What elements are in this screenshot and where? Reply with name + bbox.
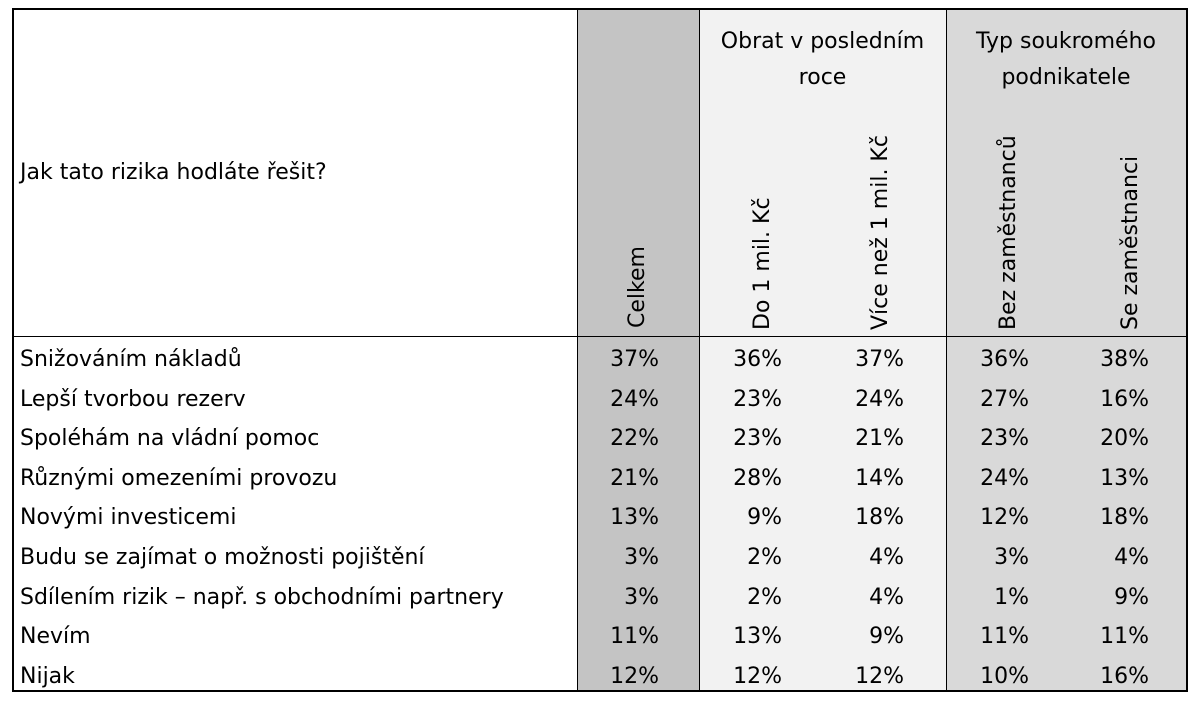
table-cell: 10% <box>980 663 1029 689</box>
table-cell: 37% <box>610 347 659 372</box>
table-cell: 23% <box>980 426 1029 452</box>
table-cell: 20% <box>1100 426 1149 452</box>
table-cell: 24% <box>980 465 1029 491</box>
results-table <box>12 8 1188 692</box>
row-label: Novými investicemi <box>20 505 237 531</box>
table-cell: 23% <box>733 426 782 452</box>
table-cell: 1% <box>994 584 1029 610</box>
column-header-no-employees: Bez zaměstnanců <box>996 135 1021 330</box>
table-cell: 16% <box>1100 386 1149 412</box>
table-cell: 12% <box>855 663 904 689</box>
divider <box>577 10 578 690</box>
table-cell: 4% <box>869 584 904 610</box>
table-cell: 11% <box>1100 624 1149 650</box>
group-header-type: Typ soukromého podnikatele <box>976 29 1156 90</box>
divider <box>699 10 700 690</box>
table-cell: 37% <box>855 347 904 372</box>
row-label: Spoléhám na vládní pomoc <box>20 426 320 452</box>
table-cell: 16% <box>1100 663 1149 689</box>
row-label: Lepší tvorbou rezerv <box>20 386 246 412</box>
table-cell: 38% <box>1100 347 1149 372</box>
table-cell: 3% <box>624 584 659 610</box>
header-divider <box>14 336 1186 337</box>
row-label: Nevím <box>20 624 91 650</box>
column-header-with-employees: Se zaměstnanci <box>1118 155 1143 330</box>
table-cell: 3% <box>994 545 1029 570</box>
table-cell: 27% <box>980 386 1029 412</box>
table-cell: 14% <box>855 465 904 491</box>
table-cell: 3% <box>624 545 659 570</box>
table-cell: 9% <box>1114 584 1149 610</box>
group-header-turnover: Obrat v posledním roce <box>720 29 925 90</box>
table-cell: 11% <box>610 624 659 650</box>
table-cell: 9% <box>747 505 782 531</box>
row-label: Budu se zajímat o možnosti pojištění <box>20 545 425 570</box>
table-cell: 28% <box>733 465 782 491</box>
row-label: Sdílením rizik – např. s obchodními partnery <box>20 584 504 610</box>
table-cell: 24% <box>855 386 904 412</box>
table-cell: 23% <box>733 386 782 412</box>
table-cell: 18% <box>1100 505 1149 531</box>
row-label: Různými omezeními provozu <box>20 465 338 491</box>
column-header-total: Celkem <box>625 246 650 328</box>
table-cell: 36% <box>733 347 782 372</box>
column-header-turnover-low: Do 1 mil. Kč <box>750 197 775 330</box>
table-cell: 4% <box>1114 545 1149 570</box>
row-label: Nijak <box>20 663 75 689</box>
question-header: Jak tato rizika hodláte řešit? <box>20 160 327 185</box>
table-cell: 13% <box>733 624 782 650</box>
table-cell: 24% <box>610 386 659 412</box>
table-cell: 2% <box>747 584 782 610</box>
table-cell: 4% <box>869 545 904 570</box>
table-cell: 12% <box>610 663 659 689</box>
table-cell: 9% <box>869 624 904 650</box>
table-cell: 13% <box>610 505 659 531</box>
table-cell: 21% <box>855 426 904 452</box>
divider <box>946 10 947 690</box>
column-header-turnover-high: Více než 1 mil. Kč <box>868 135 893 330</box>
table-cell: 22% <box>610 426 659 452</box>
table-cell: 12% <box>980 505 1029 531</box>
table-cell: 12% <box>733 663 782 689</box>
table-cell: 36% <box>980 347 1029 372</box>
table-cell: 13% <box>1100 465 1149 491</box>
table-cell: 18% <box>855 505 904 531</box>
table-cell: 21% <box>610 465 659 491</box>
table-cell: 11% <box>980 624 1029 650</box>
table-cell: 2% <box>747 545 782 570</box>
row-label: Snižováním nákladů <box>20 347 242 372</box>
